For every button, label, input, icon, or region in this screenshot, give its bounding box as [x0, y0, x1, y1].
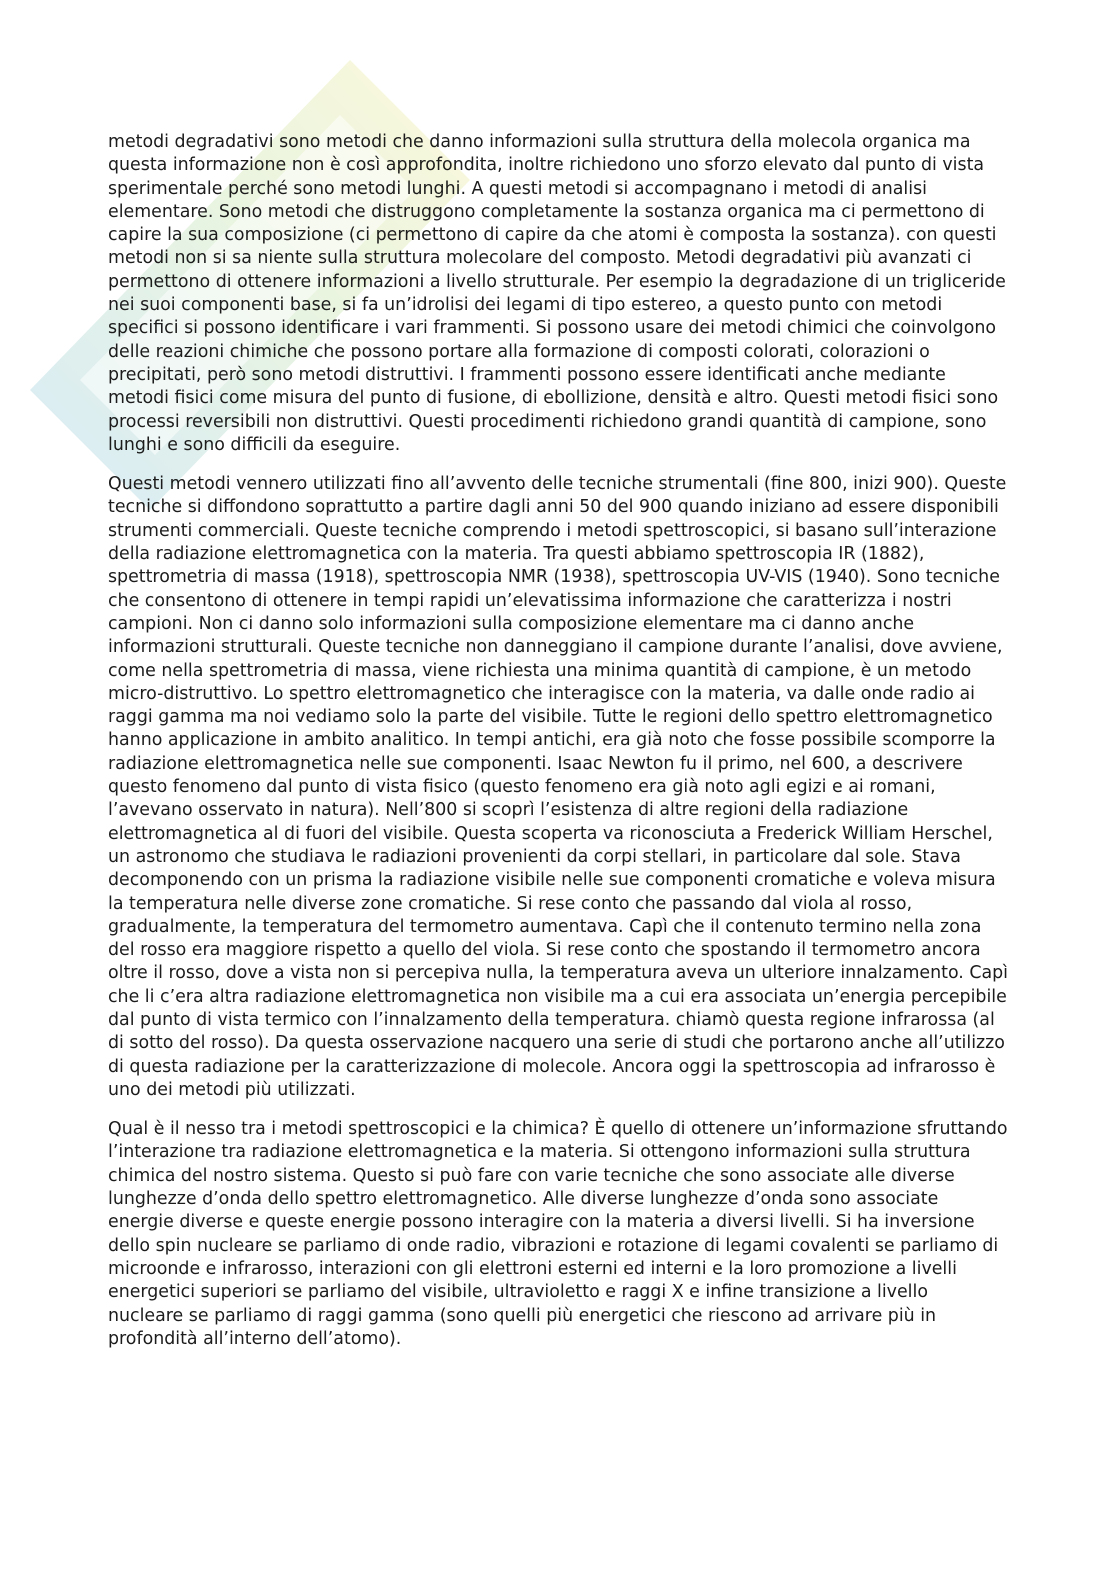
paragraph-instrumental-techniques: Questi metodi vennero utilizzati fino all’avvento delle tecniche strumentali (fine 800, inizi 900). Queste tecniche si diffondono soprattutto a partire dagli anni 50 del 900 quando iniziano ad essere disponibili strumenti commerciali. Queste tecniche comprendo i metodi spettroscopici, si basano sull’interazione della radiazione elettromagnetica con la materia. Tra questi abbiamo spettroscopia IR (1882), spettrometria di massa (1918), spettroscopia NMR (1938), spettroscopia UV-VIS (1940). Sono tecniche che consentono di ottenere in tempi rapidi un’elevatissima informazione che caratterizza i nostri campioni. Non ci danno solo informazioni sulla composizione elementare ma ci danno anche informazioni strutturali. Queste tecniche non danneggiano il campione durante l’analisi, dove avviene, come nella spettrometria di massa, viene richiesta una minima quantità di campione, è un metodo micro-distruttivo. Lo spettro elettromagnetico che interagisce con la materia, va dalle onde radio ai raggi gamma ma noi vediamo solo la parte del visibile. Tutte le regioni dello spettro elettromagnetico hanno applicazione in ambito analitico. In tempi antichi, era già noto che fosse possibile scomporre la radiazione elettromagnetica nelle sue componenti. Isaac Newton fu il primo, nel 600, a descrivere questo fenomeno dal punto di vista fisico (questo fenomeno era già noto agli egizi e ai romani, l’avevano osservato in natura). Nell’800 si scoprì l’esistenza di altre regioni della radiazione elettromagnetica al di fuori del visibile. Questa scoperta va riconosciuta a Frederick William Herschel, un astronomo che studiava le radiazioni provenienti da corpi stellari, in particolare dal sole. Stava decomponendo con un prisma la radiazione visibile nelle sue componenti cromatiche e voleva misura la temperatura nelle diverse zone cromatiche. Si rese conto che passando dal viola al rosso, gradualmente, la temperatura del termometro aumentava. Capì che il contenuto termino nella zona del rosso era maggiore rispetto a quello del viola. Si rese conto che spostando il termometro ancora oltre il rosso, dove a vista non si percepiva nulla, la temperatura aveva un ulteriore innalzamento. Capì che li c’era altra radiazione elettromagnetica non visibile ma a cui era associata un’energia percepibile dal punto di vista termico con l’innalzamento della temperatura. chiamò questa regione infrarossa (al di sotto del rosso). Da questa osservazione nacquero una serie di studi che portarono anche all’utilizzo di questa radiazione per la caratterizzazione di molecole. Ancora oggi la spettroscopia ad infrarosso è uno dei metodi più utilizzati. [108, 474, 1009, 1100]
paragraph-spectroscopy-chemistry: Qual è il nesso tra i metodi spettroscopici e la chimica? È quello di ottenere un’informazione sfruttando l’interazione tra radiazione elettromagnetica e la materia. Si ottengono informazioni sulla struttura chimica del nostro sistema. Questo si può fare con varie tecniche che sono associate alle diverse lunghezze d’onda dello spettro elettromagnetico. Alle diverse lunghezze d’onda sono associate energie diverse e queste energie possono interagire con la materia a diversi livelli. Si ha inversione dello spin nucleare se parliamo di onde radio, vibrazioni e rotazione di legami covalenti se parliamo di microonde e infrarosso, interazioni con gli elettroni esterni ed interni e la loro promozione a livelli energetici superiori se parliamo del visibile, ultravioletto e raggi X e infine transizione a livello nucleare se parliamo di raggi gamma (sono quelli più energetici che riescono ad arrivare più in profondità all’interno dell’atomo). [108, 1119, 1008, 1349]
document-body [108, 131, 1008, 1367]
paragraph-degradative-methods: metodi degradativi sono metodi che danno informazioni sulla struttura della molecola organica ma questa informazione non è così approfondita, inoltre richiedono uno sforzo elevato dal punto di vista sperimentale perché sono metodi lunghi. A questi metodi si accompagnano i metodi di analisi elementare. Sono metodi che distruggono completamente la sostanza organica ma ci permettono di capire la sua composizione (ci permettono di capire da che atomi è composta la sostanza). con questi metodi non si sa niente sulla struttura molecolare del composto. Metodi degradativi più avanzati ci permettono di ottenere informazioni a livello strutturale. Per esempio la degradazione di un trigliceride nei suoi componenti base, si fa un’idrolisi dei legami di tipo estereo, a questo punto con metodi specifici si possono identificare i vari frammenti. Si possono usare dei metodi chimici che coinvolgono delle reazioni chimiche che possono portare alla formazione di composti colorati, colorazioni o precipitati, però sono metodi distruttivi. I frammenti possono essere identificati anche mediante metodi fisici come misura del punto di fusione, di ebollizione, densità e altro. Questi metodi fisici sono processi reversibili non distruttivi. Questi procedimenti richiedono grandi quantità di campione, sono lunghi e sono difficili da eseguire. [108, 132, 1006, 455]
